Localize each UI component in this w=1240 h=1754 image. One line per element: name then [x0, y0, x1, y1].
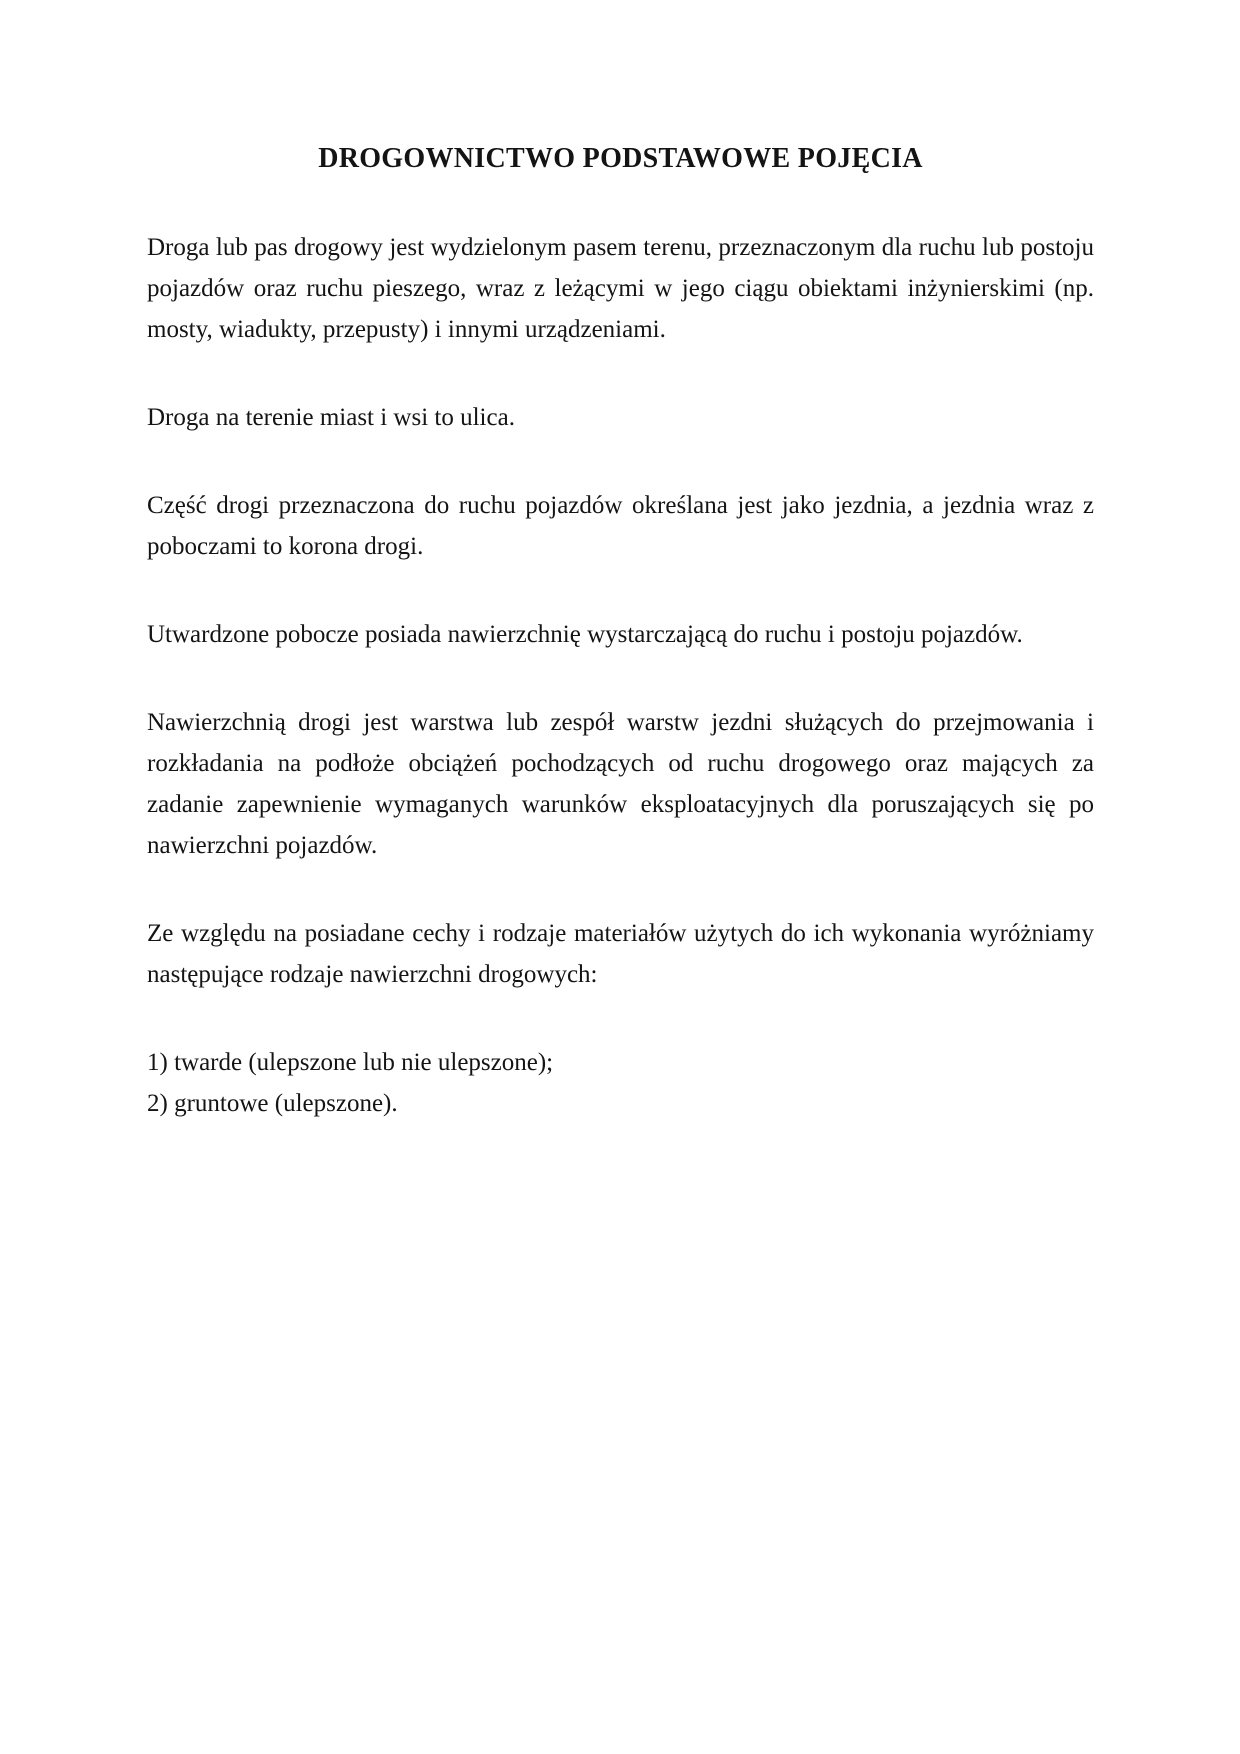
- text-line: następujące rodzaje nawierzchni drogowych:: [147, 961, 598, 988]
- text-line: nawierzchni pojazdów.: [147, 832, 378, 859]
- text-line: Część drogi przeznaczona do ruchu pojazdów określana jest jako jezdnia, a jezdnia wraz z: [147, 492, 1094, 519]
- text-line: rozkładania na podłoże obciążeń pochodzących od ruchu drogowego oraz mających za: [147, 750, 1094, 777]
- text-line: mosty, wiadukty, przepusty) i innymi urządzeniami.: [147, 316, 666, 343]
- paragraph-street-definition: [147, 397, 1094, 438]
- list-item: 2) gruntowe (ulepszone).: [147, 1090, 398, 1117]
- document-title: DROGOWNICTWO PODSTAWOWE POJĘCIA: [318, 143, 923, 174]
- numbered-list-pavement-types: [147, 1042, 1094, 1124]
- paragraph-pavement-definition: [147, 702, 1094, 866]
- paragraph-roadway-definition: [147, 485, 1094, 567]
- paragraph-road-definition: [147, 227, 1094, 350]
- text-line: Nawierzchnią drogi jest warstwa lub zespół warstw jezdni służących do przejmowania i: [147, 709, 1094, 736]
- text-line: zadanie zapewnienie wymaganych warunków eksploatacyjnych dla poruszających się po: [147, 791, 1094, 818]
- text-line: Utwardzone pobocze posiada nawierzchnię wystarczającą do ruchu i postoju pojazdów.: [147, 621, 1023, 648]
- text-line: poboczami to korona drogi.: [147, 533, 424, 560]
- list-item: 1) twarde (ulepszone lub nie ulepszone);: [147, 1049, 554, 1076]
- text-line: Ze względu na posiadane cechy i rodzaje materiałów użytych do ich wykonania wyróżniamy: [147, 920, 1094, 947]
- paragraph-shoulder-definition: [147, 614, 1094, 655]
- text-line: pojazdów oraz ruchu pieszego, wraz z leżącymi w jego ciągu obiektami inżynierskimi (np.: [147, 275, 1094, 302]
- text-line: Droga na terenie miast i wsi to ulica.: [147, 404, 515, 431]
- paragraph-pavement-types-intro: [147, 913, 1094, 995]
- text-line: Droga lub pas drogowy jest wydzielonym pasem terenu, przeznaczonym dla ruchu lub postoju: [147, 234, 1094, 261]
